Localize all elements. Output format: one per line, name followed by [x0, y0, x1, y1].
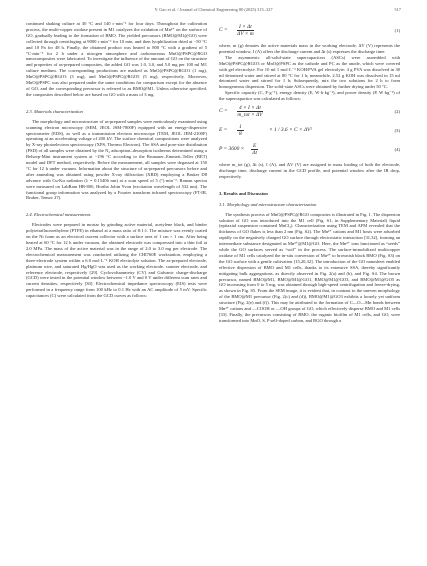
paragraph-characterization: The morphology and microstructure of as-prepared samples were meticulously examined using scanning electron microscopy (SEM, JEOL JSM-7800F) equipped with an energy-dispersive spectrometer (EDS), as well as a transmission electron microscope (TEM, JEOL JEM-2100F) operating at an accelerating voltage of 200 kV. The surface chemical compositions were analyzed by X-ray photoelectron spectroscopy (XPS, Thermo Electron). The SSA and pore-size distribution (PSD) of all samples were obtained by the N₂ adsorption–desorption isotherms determined using a Belsorp-Mini instrument system at −196 °C according to the Brunauer–Emmett–Teller (BET) model and DFT method, respectively. Before the measurement, all samples were degassed at 150 °C for 12 h under vacuum. Information about the structure of as-prepared precursors before and after annealing was obtained using powder X-ray diffraction (XRD) employing a Bruker D8 advance with Cu-Kα radiation (λ = 0.15406 nm) at a scan speed of 5 (°)·min⁻¹. Raman spectra were measured on LabRam HR-800, Horiba Jobin Yvon (excitation wavelength of 532 nm). The functional group information was analyzed by a Fourier transform infrared spectroscopy (FT-IR, Bruker, Tensor 27).	[26, 118, 207, 201]
journal-citation: Y. Gao et al. / Journal of Chemical Engineering 80 (2025) 315–327	[154, 7, 273, 12]
equation-number: (3)	[394, 128, 400, 134]
running-header	[26, 7, 401, 16]
section-heading-3: 3. Results and Discussion	[219, 190, 268, 196]
paragraph-specific-capacity: Specific capacity (C, F·g⁻¹), energy density (E, W·h·kg⁻¹), and power density (P, W·kg⁻¹) of the supercapacitor was calculated as follows:	[219, 90, 400, 102]
equation-4: P = 3600 × $\frac{E}{\Delta t}$ (4)	[219, 143, 400, 157]
page-number: 317	[394, 7, 401, 12]
equation-2: C = 4 × I × Δt m_tot × ΔV (2)	[219, 105, 400, 119]
paragraph-morphology: The synthesis process of MnO@PSPC@RGO composites is illustrated in Fig. 1. The dispersion solution of GO was introduced into the M1 cell (Fig. S1, in Supplementary Material) liquid (epitaxial suspension contained MnCl₂). Characterization using TEM and AFM revealed that the thickness of GO flakes is less than 2 nm (Fig. S2). The Mn²⁺ cations and M1 hosts were adsorbed rapidly on the negatively charged GO surface through electrostatic interaction [31,32], forming an intermediate substance designated as Mn²⁺@M1@GO. Here, the Mn²⁺ ions functioned as “seeds” while the GO surfaces served as “soil” in the process. The surface-immobilized multicopper oxidase of M1 cells catalyzed the in-situ conversion of Mn²⁺ to brownish black BMO (Fig. S3) on the GO surface with a gentle cultivation [15,20,32]. The introduction of the GO nanosheet enabled effective dispersion of BMO and M1 cells, thanks to its extensive SSA, thereby significantly mitigating bulk aggregations, as directly observed in Fig. 2(a) and (b), and Fig. S4. The brown precursor, named BMO@M1, BMO@M1@GO1, BMO@M1@GO3, and BMO@M1@GO5 as GO increasing from 0 to 5 mg, was obtained through high-speed centrifugation and freeze-drying, as shown in Fig. S5. From the SEM image, it is evident that, in contrast to the uneven morphology of the BMO@M1 precursor (Fig. 2(c) and (d)), BMO@M1@GO3 exhibits a loosely yet uniform structure (Fig. 2(e) and (f)). This may be attributed to the formation of C—O—Mn bonds between Mn²⁺ cations and —COOH or —OH groups of GO, which effectively disperse BMO and M1 cells [33]. Finally, the precursors consisting of BMO, the organic biofilm of M1 cells, and GO, were transformed into MnO, S, P self-doped carbon, and RGO through a	[219, 211, 400, 323]
paragraph-eq-where: where m_tot (g), Δt (s), I (A), and ΔV (V) are assigned to mass loading of both the electrode, discharge time, discharge current in the GCD profile, and potential window after the IR drop, respectively.	[219, 162, 400, 179]
left-column	[26, 21, 207, 299]
equation-3: E = $\frac{1}{8}$ × 1 / 3.6 × C × ΔV² (3)	[219, 124, 400, 138]
section-heading-3-1: 3.1. Morphology and microstructure characterization	[219, 201, 317, 207]
paragraph-asc-assembly: The asymmetric all-solid-state supercapacitors (ASCs) were assembled with MnO@PSPC@RGO3 or MnO@PSPC as the cathode and PC as the anode, which were covered with gel electrolyte. For 10 ml 1 mol·L⁻¹ KOH/PVA gel electrolyte: 4 g PVA was dissolved in 30 ml deionized water and stirred at 80 °C for 1 h; meanwhile, 2.52 g KOH was dissolved in 15 ml deionized water and stirred for 1 h; Subsequently, mix the two solutions for 2 h to form homogeneous dispersion. The solid-state ASCs were obtained by further drying under 50 °C.	[219, 54, 400, 90]
equation-number: (4)	[394, 147, 400, 153]
right-column	[219, 21, 400, 324]
equation-1: C = $\frac{I \times \Delta t}{\Delta V \times m}$ (1)	[219, 24, 400, 37]
paragraph-eq1-where: where, m (g) denotes the active materials mass in the working electrode, ΔV (V) represents the potential window, I (A) offers the discharge current and Δt (s) expresses the discharge time.	[219, 43, 400, 54]
equation-number: (2)	[394, 109, 400, 115]
section-heading-2-3: 2.3. Materials characterization	[26, 108, 83, 114]
equation-number: (1)	[394, 28, 400, 33]
paragraph-synthesis-end: continued shaking culture at 30 °C and 140 r·min⁻¹ for four days. Throughout the cultivation process, the multi-copper oxidase present in M1 catalyzes the oxidation of Mn²⁺ on the surface of GO, gradually leading to the formation of BMO. The yielded precursors (BMO@M1@GO) were collected through centrifuging at 9000 r·min⁻¹ for 10 min, and then lyophilization dried at −50 °C and 10 Pa for 48 h. Finally, the obtained product was heated to 800 °C with a gradient of 5 °C·min⁻¹ for 2 h under a nitrogen atmosphere and carbonaceous MnO@PSPC@RGO nanocomposites were fabricated. To investigate the influence of the amount of GO on the structure and properties of as-prepared composites, the added GO was 1.0, 3.0, and 5.0 mg per 100 ml M1 culture medium. The corresponding productions are marked as MnO@PSPC@RGO1 (1 mg), MnO@PSPC@RGO3 (3 mg), and MnO@PSPC@RGO5 (5 mg), respectively. Moreover, MnO@PSPC was also prepared under the same conditions for comparison except for the absence of GO, and the corresponding precursor is referred to as BMO@M1. Unless otherwise specified, the composites described below are based on GO with a mass of 3 mg.	[26, 21, 207, 97]
paragraph-electrochemical: Electrodes were prepared in mortar by grinding active material, acetylene black, and binder polytetrafluoroethylene (PTFE) in ethanol at a mass ratio of 8:1:1. The mixture was evenly coated on the Ni foam as an electrical current collector with a surface area of 1 cm × 1 cm. After being heated at 60 °C for 12 h under vacuum, the obtained electrode was compressed into a thin foil at 2.0 MPa. The mass of the active material was in the range of 2.0 to 3.0 mg per electrode. The electrochemical measurement was conducted utilizing the CHI760E workstation, employing a three-electrode system within a 6.0 mol·L⁻¹ KOH electrolyte solution. The as-prepared electrode, platinum wire, and saturated Hg/HgO was used as the working electrode, counter electrode, and reference electrode, respectively [29]. Cyclovoltammetry (CV) and Galvanic charge-discharge (GCD) were tested in the potential window between −1.0 V and 0 V under different scan rates and current densities, respectively [30]. Electrochemical impedance spectroscopy (EIS) tests were performed in a frequency range from 100 kHz to 0.1 Hz with an AC amplitude of 5 mV. Specific capacitances (C) were calculated from the GCD curves as follows:	[26, 222, 207, 299]
section-heading-2-4: 2.4. Electrochemical measurements	[26, 212, 91, 218]
